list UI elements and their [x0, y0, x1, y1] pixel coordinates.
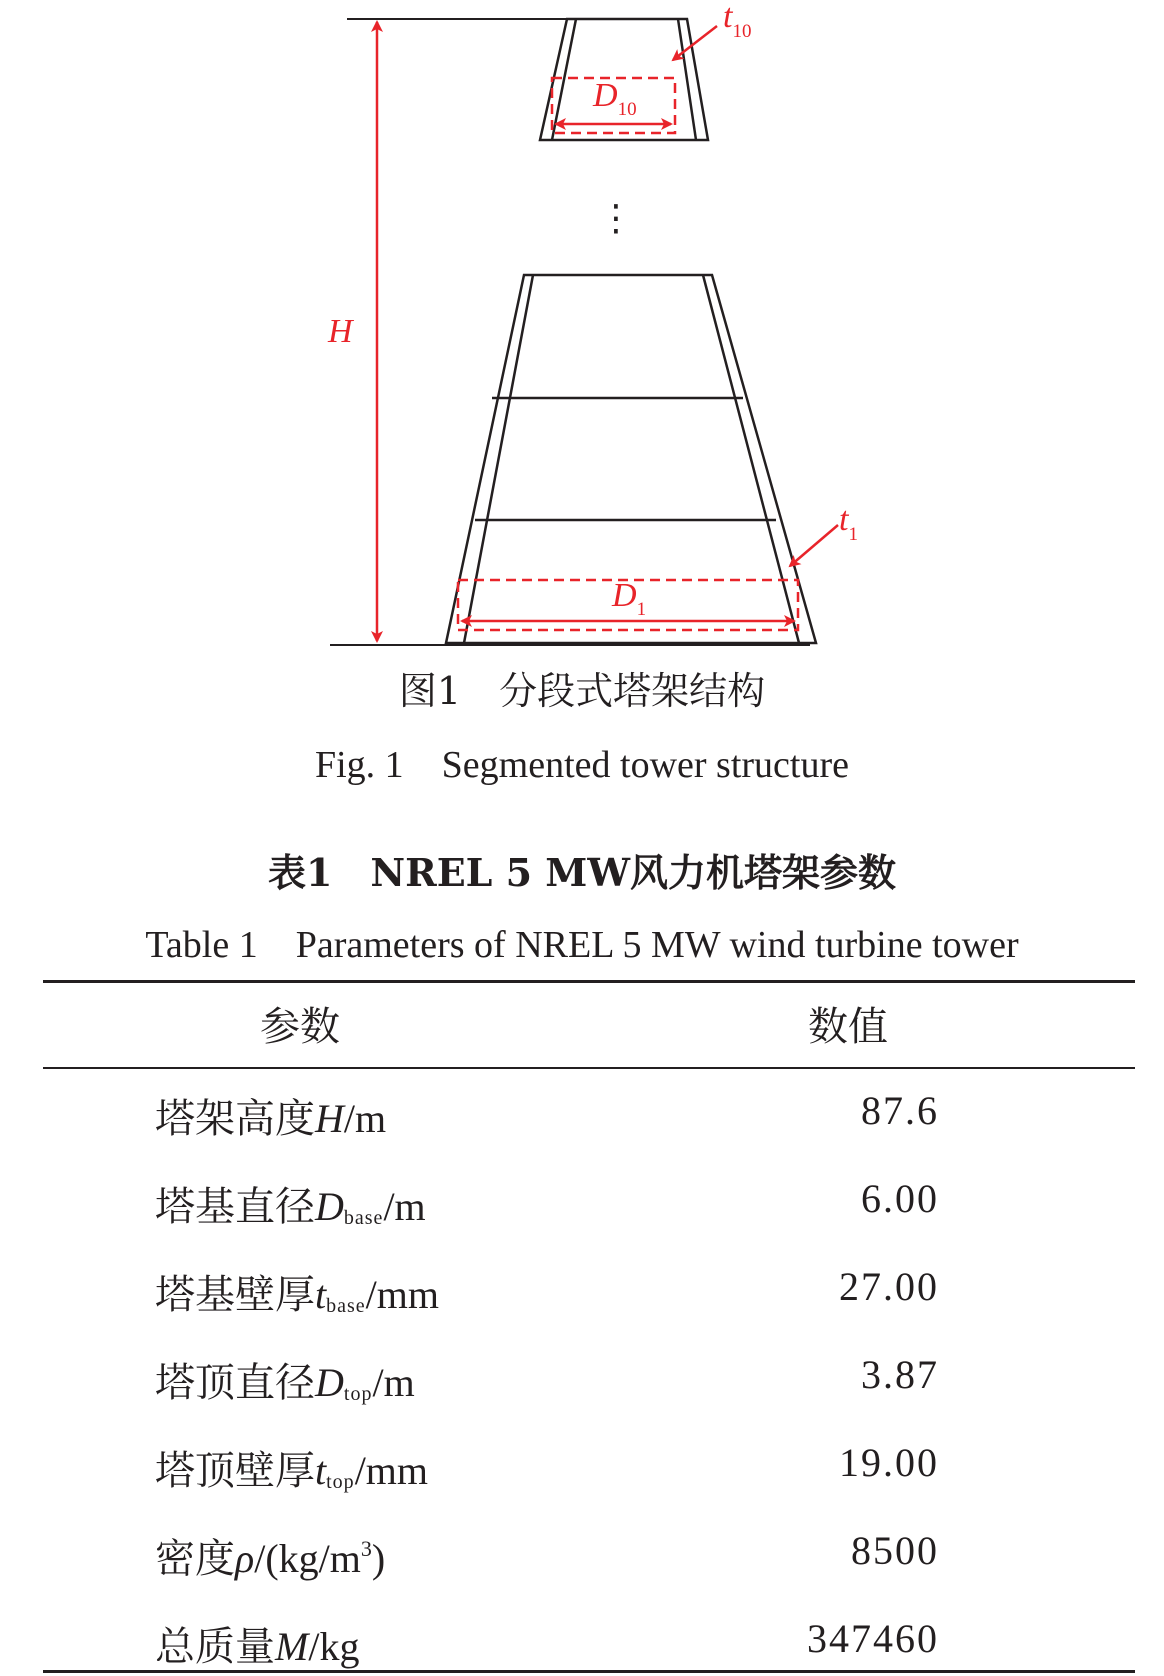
table-caption-zh: 表1 NREL 5 MW风力机塔架参数 — [267, 850, 897, 895]
table-header-rule — [43, 1067, 1135, 1069]
param-value: 6.00 — [861, 1176, 939, 1221]
param-value: 19.00 — [839, 1440, 939, 1485]
table-row — [0, 1175, 1164, 1235]
table-caption-en: Table 1 Parameters of NREL 5 MW wind turbine tower — [145, 924, 1019, 966]
param-value: 8500 — [851, 1528, 939, 1573]
height-label: H — [328, 313, 353, 350]
top-thickness-label: $t_{10}$ — [723, 0, 752, 42]
param-value: 347460 — [807, 1616, 939, 1661]
table-bottom-rule — [43, 1670, 1135, 1673]
param-name: 塔顶直径Dtop/m — [155, 1360, 415, 1406]
figure-caption-zh: 图1 分段式塔架结构 — [398, 669, 766, 713]
param-name: 总质量M/kg — [155, 1624, 360, 1670]
base-thickness-label: $t_1$ — [839, 501, 858, 545]
base-thickness-leader — [790, 525, 838, 566]
tower-figure — [0, 0, 1164, 650]
table-row — [0, 1263, 1164, 1323]
header-value: 数值 — [808, 1004, 888, 1050]
base-diameter-label: $D_1$ — [612, 577, 647, 620]
header-param: 参数 — [260, 1004, 340, 1050]
ellipsis-mark: ⋮ — [598, 198, 634, 239]
table-row — [0, 1527, 1164, 1587]
param-value: 87.6 — [861, 1088, 939, 1133]
table-top-rule — [43, 980, 1135, 983]
param-name: 塔架高度H/m — [155, 1096, 387, 1142]
param-name: 塔基壁厚tbase/mm — [155, 1272, 440, 1318]
table-row — [0, 1615, 1164, 1675]
table-row — [0, 1351, 1164, 1411]
table-row — [0, 1087, 1164, 1147]
top-diameter-label: $D_{10}$ — [593, 77, 637, 120]
table-row — [0, 1439, 1164, 1499]
param-name: 塔顶壁厚ttop/mm — [155, 1448, 429, 1494]
param-value: 3.87 — [861, 1352, 939, 1397]
param-value: 27.00 — [839, 1264, 939, 1309]
top-segment — [540, 19, 708, 140]
param-name: 密度$\rho/(kg/m^3)$ — [155, 1536, 386, 1582]
param-name: 塔基直径Dbase/m — [155, 1184, 426, 1230]
figure-caption-en: Fig. 1 Segmented tower structure — [314, 744, 849, 786]
